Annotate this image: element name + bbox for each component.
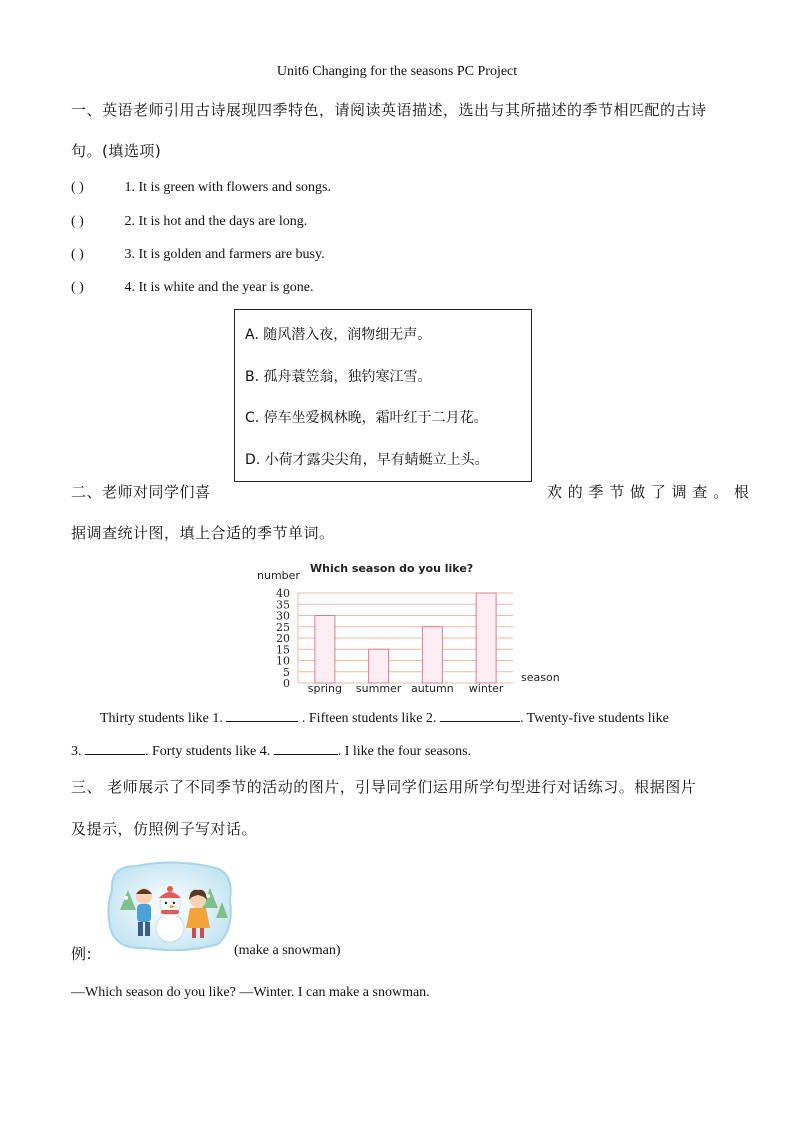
question-text: 3. It is golden and farmers are busy.	[124, 247, 325, 262]
question-1	[71, 180, 331, 196]
example-hint: (make a snowman)	[234, 943, 341, 958]
blank-3[interactable]	[85, 742, 145, 755]
question-4	[71, 280, 313, 296]
fill-text: . I like the four seasons.	[337, 744, 472, 759]
answer-blank[interactable]: ( )	[71, 214, 84, 229]
fill-text: . Fifteen students like 2.	[298, 711, 440, 726]
chart-bar-summer	[369, 649, 389, 683]
blank-1[interactable]	[226, 709, 298, 722]
section3-instruction-cont: 及提示，仿照例子写对话。	[71, 820, 258, 838]
chart-x-tick-label: spring	[307, 682, 342, 695]
section3-instruction: 三、 老师展示了不同季节的活动的图片，引导同学们运用所学句型进行对话练习。根据图片	[71, 778, 697, 796]
chart-y-tick-label: 35	[276, 598, 290, 612]
question-2	[71, 214, 307, 230]
chart-x-tick-label: winter	[468, 682, 504, 695]
question-3	[71, 247, 325, 263]
chart-x-tick-label: summer	[355, 682, 402, 695]
section2-instruction: 二、老师对同学们喜	[71, 483, 211, 501]
chart-bar-winter	[476, 593, 496, 683]
chart-x-tick-label: autumn	[411, 682, 454, 695]
answer-blank[interactable]: ( )	[71, 247, 84, 262]
chart-y-tick-label: 0	[283, 677, 290, 690]
blank-4[interactable]	[274, 742, 338, 755]
chart-y-tick-label: 25	[276, 620, 290, 634]
option-d: D. 小荷才露尖尖角，早有蜻蜓立上头。	[245, 452, 489, 468]
section1-instruction: 一、英语老师引用古诗展现四季特色，请阅读英语描述，选出与其所描述的季节相匹配的古诗	[71, 101, 707, 119]
chart-y-tick-label: 20	[276, 632, 290, 645]
answer-blank[interactable]: ( )	[71, 180, 84, 195]
answer-blank[interactable]: ( )	[71, 280, 84, 295]
page-title: Unit6 Changing for the seasons PC Project	[276, 64, 518, 79]
blank-2[interactable]	[440, 709, 520, 722]
chart-y-tick-label: 40	[276, 587, 290, 600]
chart-y-label: number	[257, 569, 300, 582]
example-dialogue: —Which season do you like? —Winter. I can make a snowman.	[71, 985, 430, 1000]
example-label: 例:	[71, 945, 93, 963]
fill-text: . Twenty-five students like	[519, 711, 669, 726]
question-text: 4. It is white and the year is gone.	[124, 280, 314, 295]
chart-title: Which season do you like?	[310, 562, 474, 575]
chart-y-tick-label: 30	[276, 609, 290, 623]
section2-instruction-cont: 据调查统计图，填上合适的季节单词。	[71, 524, 335, 542]
snowman-children-picture	[106, 860, 234, 952]
fill-text: Thirty students like 1.	[100, 711, 227, 726]
chart-bar-autumn	[422, 627, 442, 683]
question-text: 2. It is hot and the days are long.	[124, 214, 308, 229]
question-text: 1. It is green with flowers and songs.	[124, 180, 331, 195]
option-a: A. 随风潜入夜，润物细无声。	[245, 327, 432, 343]
chart-y-tick-label: 5	[283, 665, 290, 679]
season-bar-chart	[255, 557, 575, 697]
poem-options-box	[234, 309, 532, 482]
fill-sentence-line2	[71, 742, 471, 760]
chart-bar-spring	[315, 616, 335, 684]
section1-instruction-cont: 句。(填选项)	[71, 142, 162, 160]
section2-instruction-right: 欢 的 季 节 做 了 调 查 。 根	[547, 483, 750, 501]
option-b: B. 孤舟蓑笠翁，独钓寒江雪。	[245, 369, 432, 385]
chart-x-label: season	[521, 671, 560, 684]
option-c: C. 停车坐爱枫林晚，霜叶红于二月花。	[245, 410, 488, 426]
fill-text: . Forty students like 4.	[145, 744, 274, 759]
fill-sentence-line1	[100, 709, 669, 727]
chart-y-tick-label: 15	[276, 643, 290, 657]
fill-text: 3.	[71, 744, 85, 759]
chart-y-tick-label: 10	[276, 654, 290, 668]
